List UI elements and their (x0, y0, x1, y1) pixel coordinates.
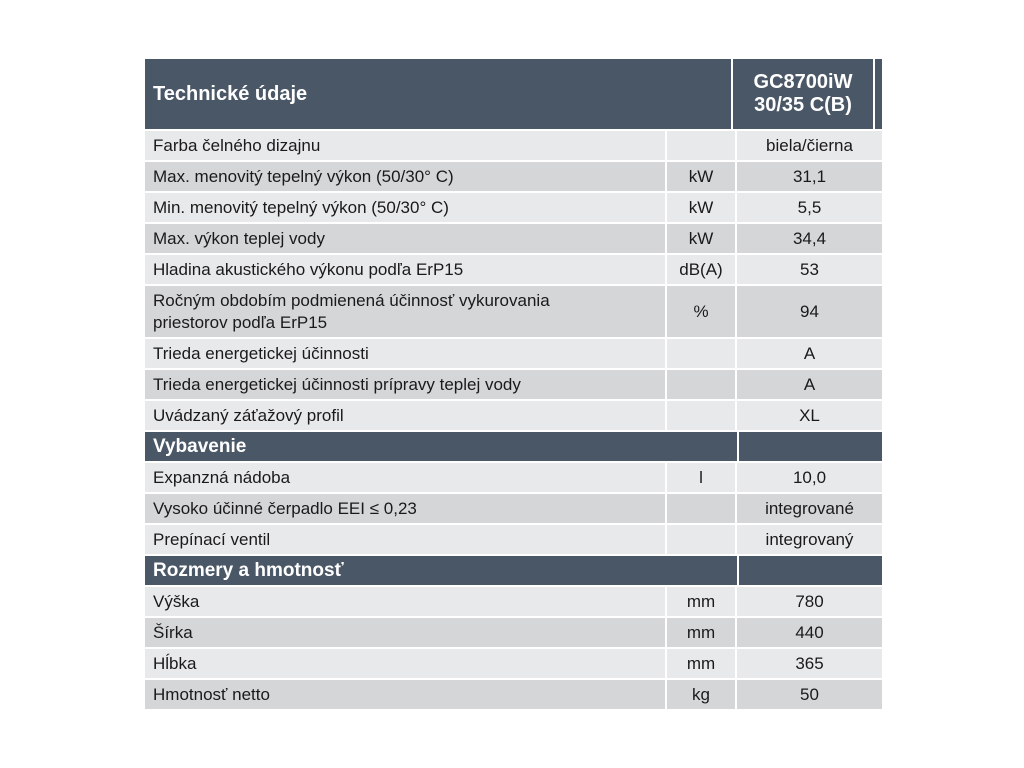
row-label: Expanzná nádoba (153, 467, 291, 487)
row-label: Max. menovitý tepelný výkon (50/30° C) (153, 166, 454, 186)
table-row (145, 162, 882, 193)
row-unit: % (665, 286, 737, 337)
row-unit: mm (665, 649, 737, 678)
section-title: Rozmery a hmotnosť (153, 559, 344, 581)
spec-table (145, 59, 882, 711)
section-spacer (737, 556, 882, 585)
row-label: Výška (153, 591, 200, 611)
row-value: biela/čierna (766, 135, 853, 155)
section-spacer (737, 432, 882, 461)
row-value: XL (799, 405, 820, 425)
row-value: 34,4 (792, 228, 827, 248)
row-label: Hĺbka (153, 653, 197, 673)
row-label: Trieda energetickej účinnosti prípravy teplej vody (153, 374, 521, 394)
table-row (145, 680, 882, 711)
section-header-dimensions (145, 556, 882, 587)
table-row (145, 255, 882, 286)
table-row (145, 587, 882, 618)
table-row (145, 401, 882, 432)
row-unit (665, 131, 737, 160)
table-row (145, 525, 882, 556)
table-row (145, 370, 882, 401)
row-label: Uvádzaný záťažový profil (153, 405, 344, 425)
row-unit: dB(A) (665, 255, 737, 284)
model-line-1: GC8700iW (753, 71, 853, 93)
row-value: 440 (795, 622, 824, 642)
row-label: Ročným obdobím podmienená účinnosť vykurovania priestorov podľa ErP15 (153, 290, 550, 332)
table-row (145, 193, 882, 224)
row-value: integrované (765, 498, 854, 518)
table-title: Technické údaje (153, 82, 308, 105)
table-row (145, 649, 882, 680)
row-label: Prepínací ventil (153, 529, 271, 549)
row-unit (665, 401, 737, 430)
row-value: 50 (800, 684, 819, 704)
table-row (145, 224, 882, 255)
table-header (145, 59, 882, 131)
table-row (145, 494, 882, 525)
row-label: Min. menovitý tepelný výkon (50/30° C) (153, 197, 449, 217)
model-line-2: 30/35 C(B) (754, 94, 852, 116)
row-unit: mm (665, 587, 737, 616)
row-value: 365 (795, 653, 824, 673)
row-label: Trieda energetickej účinnosti (153, 343, 369, 363)
row-label: Hladina akustického výkonu podľa ErP15 (153, 259, 464, 279)
row-unit (665, 525, 737, 554)
row-value: 780 (795, 591, 824, 611)
row-unit: kW (665, 193, 737, 222)
row-value: integrovaný (765, 529, 854, 549)
table-row (145, 463, 882, 494)
row-label: Vysoko účinné čerpadlo EEI ≤ 0,23 (153, 498, 417, 518)
row-label: Max. výkon teplej vody (153, 228, 325, 248)
row-value: 31,1 (792, 166, 827, 186)
row-unit: mm (665, 618, 737, 647)
row-value: 53 (800, 259, 819, 279)
table-row (145, 339, 882, 370)
row-unit (665, 339, 737, 368)
row-unit: kW (665, 224, 737, 253)
row-unit: kg (665, 680, 737, 709)
model-name (731, 59, 875, 129)
row-unit: l (665, 463, 737, 492)
table-row (145, 618, 882, 649)
section-header-equipment (145, 432, 882, 463)
row-unit (665, 494, 737, 523)
section-title: Vybavenie (153, 435, 247, 457)
row-unit (665, 370, 737, 399)
row-label: Šírka (153, 622, 193, 642)
table-row (145, 286, 882, 339)
row-label: Farba čelného dizajnu (153, 135, 321, 155)
row-label: Hmotnosť netto (153, 684, 270, 704)
row-value: 94 (800, 301, 819, 321)
row-value: 10,0 (792, 467, 827, 487)
row-value: A (803, 343, 816, 363)
row-value: 5,5 (797, 197, 822, 217)
table-row (145, 131, 882, 162)
row-value: A (803, 374, 816, 394)
row-unit: kW (665, 162, 737, 191)
